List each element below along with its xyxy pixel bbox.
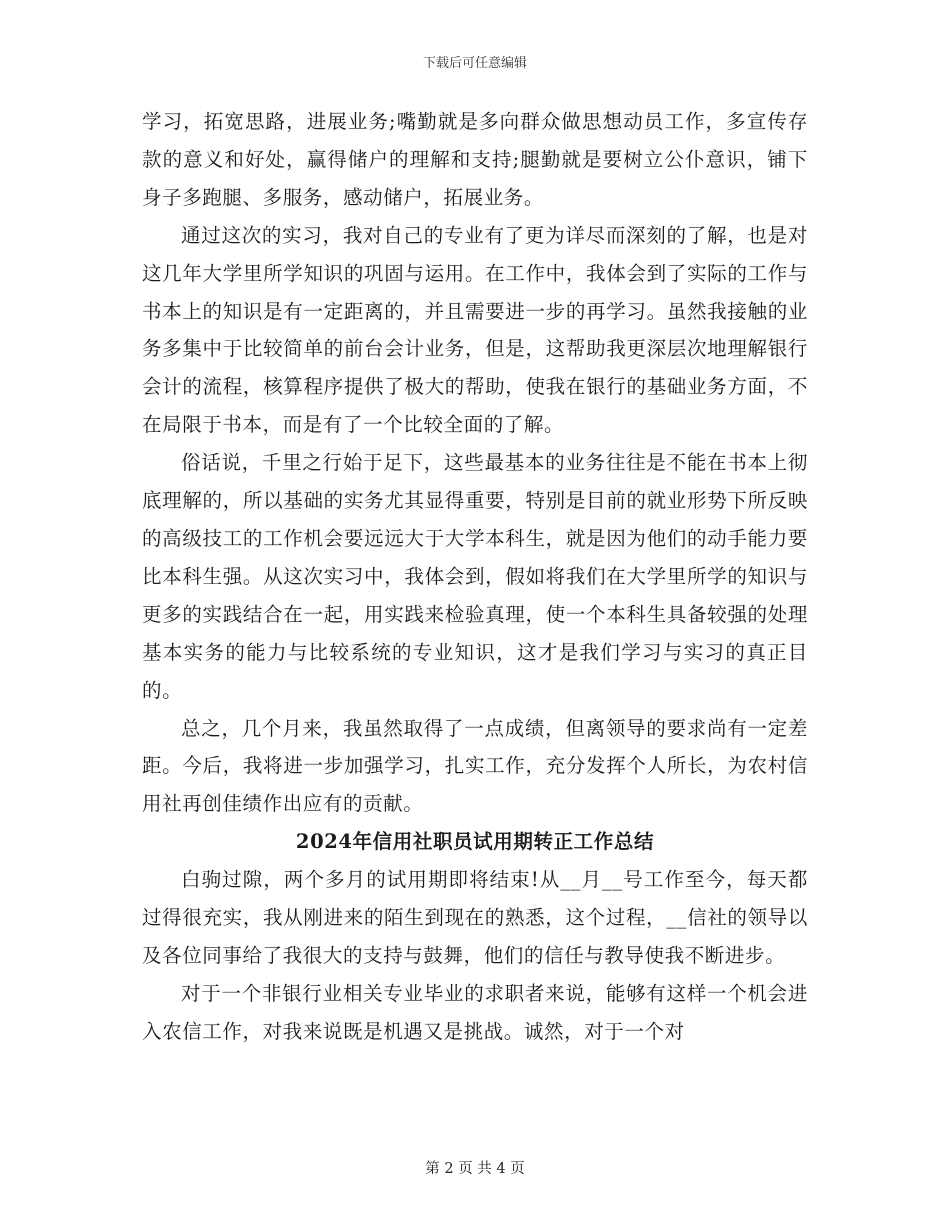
paragraph-conclusion: 总之，几个月来，我虽然取得了一点成绩，但离领导的要求尚有一定差距。今后，我将进一步加强学习，扎实工作，充分发挥个人所长，为农村信用社再创佳绩作出应有的贡献。 [142,716,808,816]
paragraph-opportunity: 对于一个非银行业相关专业毕业的求职者来说，能够有这样一个机会进入农信工作，对我来说既是机遇又是挑战。诚然，对于一个对 [142,981,808,1043]
section-title: 2024年信用社职员试用期转正工作总结 [295,830,655,854]
paragraph-probation-intro: 白驹过隙，两个多月的试用期即将结束!从__月__号工作至今，每天都过得很充实，我从刚进来的陌生到现在的熟悉，这个过程，__信社的领导以及各位同事给了我很大的支持与鼓舞，他们的信任与教导使我不断进步。 [142,868,808,967]
document-body [142,103,808,1051]
paragraph-proverb: 俗话说，千里之行始于足下，这些最基本的业务往往是不能在书本上彻底理解的，所以基础的实务尤其显得重要，特别是目前的就业形势下所反映的高级技工的工作机会要远远大于大学本科生，就是因为他们的动手能力要比本科生强。从这次实习中，我体会到，假如将我们在大学里所学的知识与更多的实践结合在一起，用实践来检验真理，使一个本科生具备较强的处理基本实务的能力与比较系统的专业知识，这才是我们学习与实习的真正目的。 [142,451,808,702]
page-number: 第 2 页 共 4 页 [425,1161,525,1177]
page-header-note: 下载后可任意编辑 [422,56,527,71]
paragraph-internship-reflection: 通过这次的实习，我对自己的专业有了更为详尽而深刻的了解，也是对这几年大学里所学知识的巩固与运用。在工作中，我体会到了实际的工作与书本上的知识是有一定距离的，并且需要进一步的再学习。虽然我接触的业务多集中于比较简单的前台会计业务，但是，这帮助我更深层次地理解银行会计的流程，核算程序提供了极大的帮助，使我在银行的基础业务方面，不在局限于书本，而是有了一个比较全面的了解。 [142,223,808,437]
paragraph-continued: 学习，拓宽思路，进展业务;嘴勤就是多向群众做思想动员工作，多宣传存款的意义和好处，赢得储户的理解和支持;腿勤就是要树立公仆意识，铺下身子多跑腿、多服务，感动储户，拓展业务。 [142,110,808,209]
